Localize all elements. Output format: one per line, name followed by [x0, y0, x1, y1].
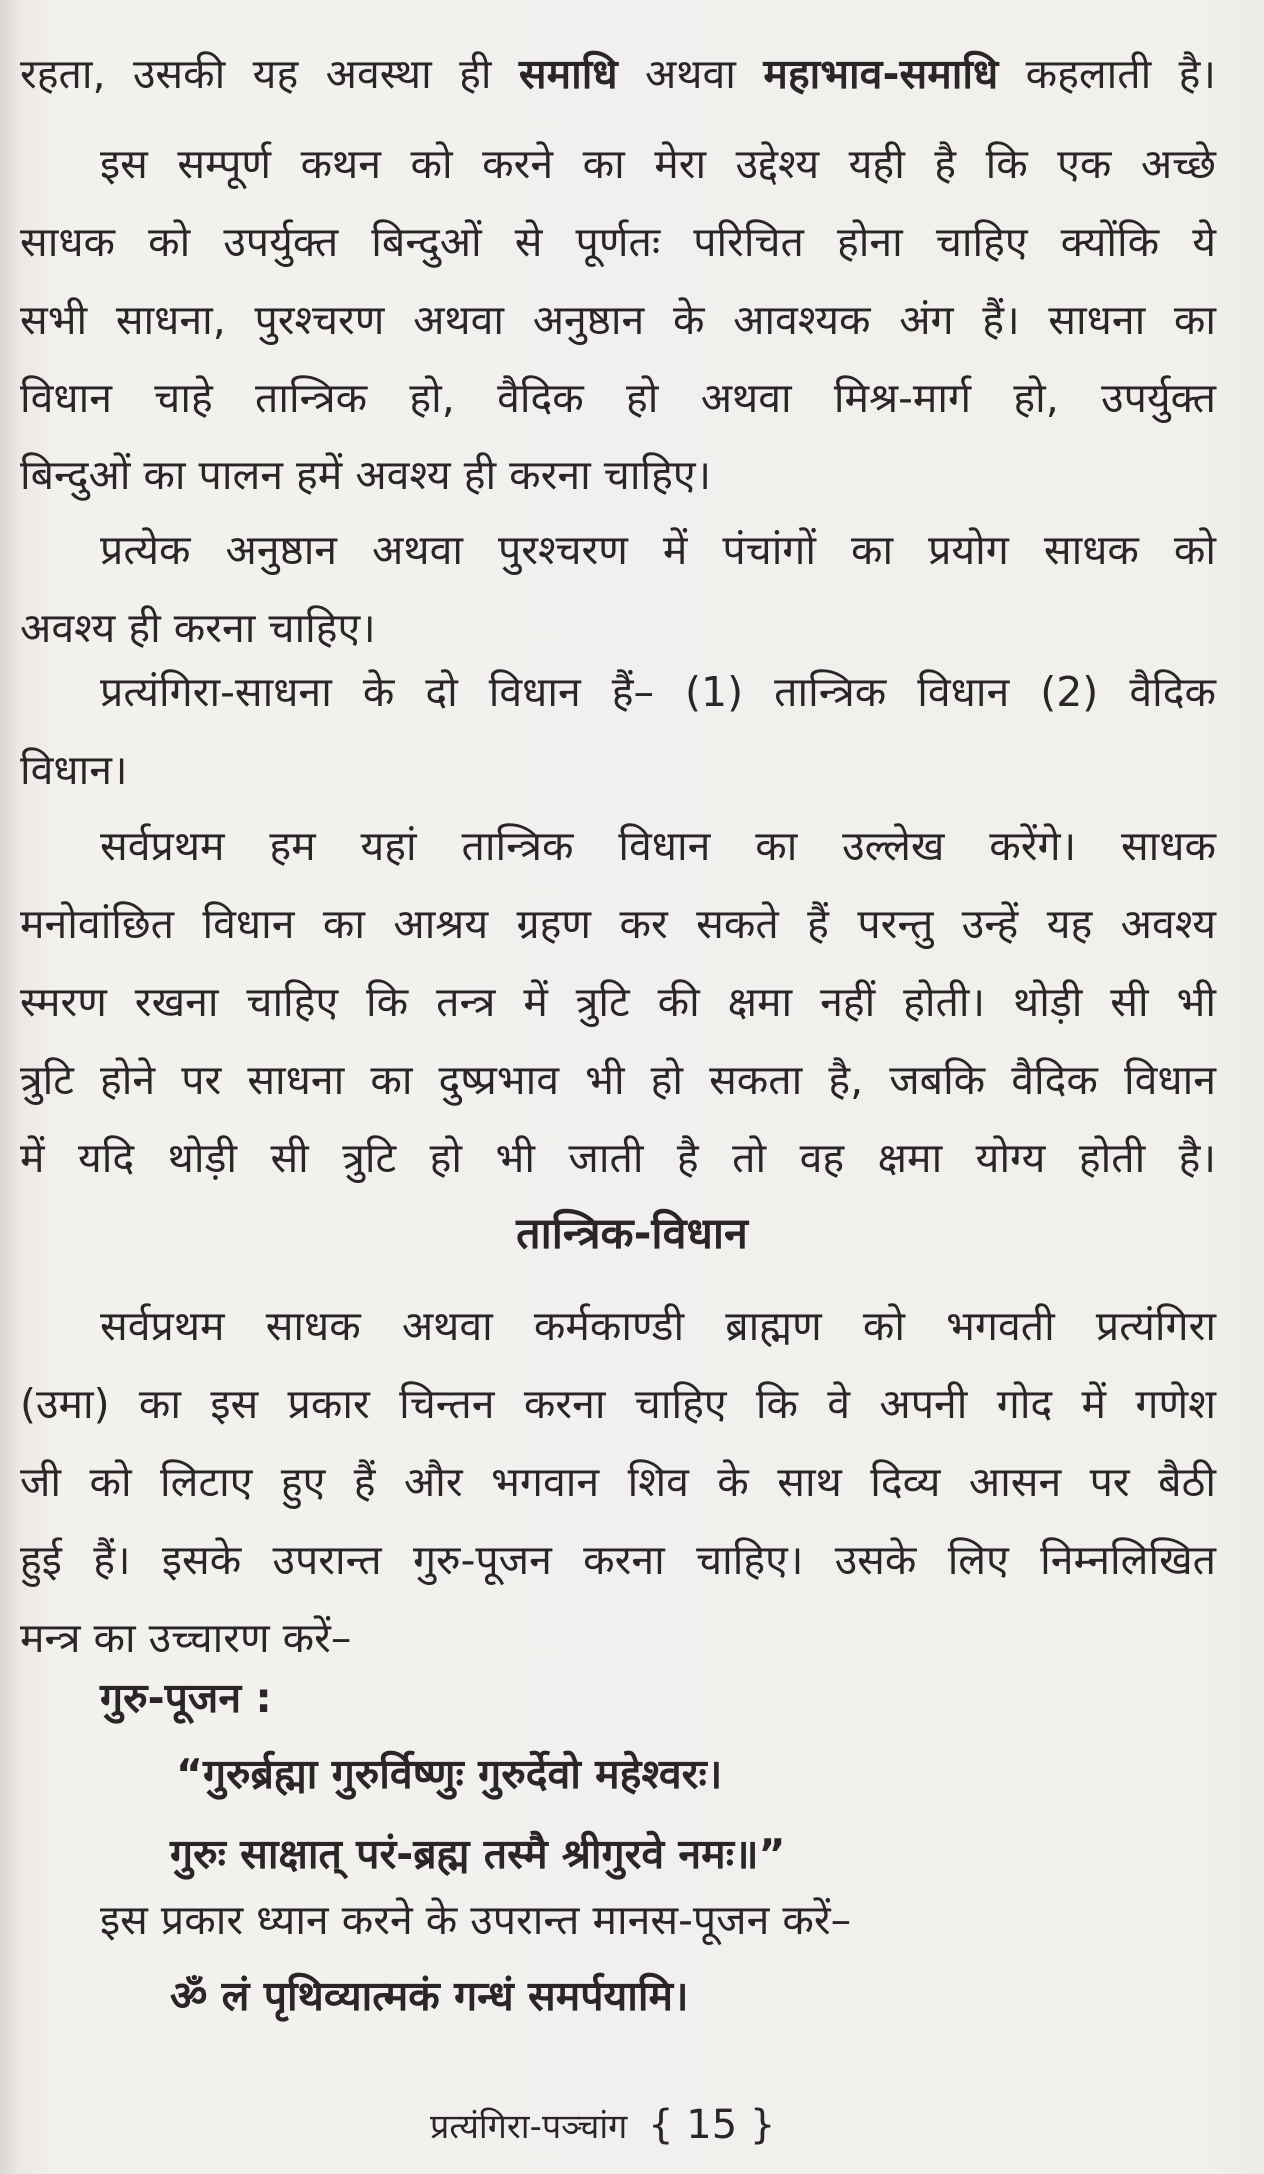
paragraph-line: त्रुटि होने पर साधना का दुष्प्रभाव भी हो सकता है, जबकि वैदिक विधान	[20, 1056, 1216, 1104]
bold-term-samadhi: समाधि	[518, 50, 618, 98]
paragraph-line: बिन्दुओं का पालन हमें अवश्य ही करना चाहिए।	[20, 451, 712, 499]
section-heading: तान्त्रिक-विधान	[516, 1209, 748, 1259]
paragraph-line: (उमा) का इस प्रकार चिन्तन करना चाहिए कि वे अपनी गोद में गणेश	[20, 1380, 1216, 1428]
paragraph-line: मनोवांछित विधान का आश्रय ग्रहण कर सकते हैं परन्तु उन्हें यह अवश्य	[20, 900, 1216, 948]
paragraph-line: मन्त्र का उच्चारण करें–	[20, 1614, 352, 1662]
paragraph-line: हुई हैं। इसके उपरान्त गुरु-पूजन करना चाहिए। उसके लिए निम्नलिखित	[20, 1536, 1216, 1584]
paragraph-line: सभी साधना, पुरश्चरण अथवा अनुष्ठान के आवश्यक अंग हैं। साधना का	[20, 296, 1216, 344]
paragraph-line: विधान।	[20, 746, 128, 794]
guru-pujan-label: गुरु-पूजन :	[100, 1674, 272, 1722]
paragraph-line: जी को लिटाए हुए हैं और भगवान शिव के साथ दिव्य आसन पर बैठी	[20, 1458, 1216, 1506]
bold-term-mahabhava-samadhi: महाभाव-समाधि	[763, 50, 999, 98]
mantra-line: गुरुः साक्षात् परं-ब्रह्म तस्मै श्रीगुरवे नमः॥”	[170, 1830, 786, 1878]
text-run: रहता, उसकी यह अवस्था ही	[20, 50, 519, 98]
paragraph-line: विधान चाहे तान्त्रिक हो, वैदिक हो अथवा मिश्र-मार्ग हो, उपर्युक्त	[20, 374, 1216, 422]
paragraph-line: अवश्य ही करना चाहिए।	[20, 604, 376, 652]
paragraph-line: साधक को उपर्युक्त बिन्दुओं से पूर्णतः परिचित होना चाहिए क्योंकि ये	[20, 218, 1216, 266]
paragraph-line: सर्वप्रथम हम यहां तान्त्रिक विधान का उल्लेख करेंगे। साधक	[100, 822, 1216, 870]
mantra-line: “गुरुर्ब्रह्मा गुरुर्विष्णुः गुरुर्देवो महेश्वरः।	[176, 1750, 723, 1798]
paragraph-line: इस प्रकार ध्यान करने के उपरान्त मानस-पूजन करें–	[100, 1896, 852, 1944]
text-run: अथवा	[617, 50, 764, 98]
paragraph-line: प्रत्यंगिरा-साधना के दो विधान हैं– (1) तान्त्रिक विधान (2) वैदिक	[100, 668, 1216, 716]
paragraph-line: स्मरण रखना चाहिए कि तन्त्र में त्रुटि की क्षमा नहीं होती। थोड़ी सी भी	[20, 978, 1216, 1026]
page-number: { 15 }	[648, 2102, 776, 2148]
text-run: कहलाती है।	[998, 50, 1216, 98]
paragraph-line	[20, 46, 1216, 102]
page-footer	[430, 2100, 775, 2152]
paragraph-line: इस सम्पूर्ण कथन को करने का मेरा उद्देश्य यही है कि एक अच्छे	[100, 140, 1216, 188]
paragraph-line: सर्वप्रथम साधक अथवा कर्मकाण्डी ब्राह्मण को भगवती प्रत्यंगिरा	[100, 1302, 1216, 1350]
footer-title: प्रत्यंगिरा-पञ्चांग	[430, 2107, 628, 2147]
mantra-line: ॐ लं पृथिव्यात्मकं गन्धं समर्पयामि।	[170, 1972, 689, 2020]
paragraph-line: में यदि थोड़ी सी त्रुटि हो भी जाती है तो वह क्षमा योग्य होती है।	[20, 1134, 1216, 1182]
paragraph-line: प्रत्येक अनुष्ठान अथवा पुरश्चरण में पंचांगों का प्रयोग साधक को	[100, 526, 1216, 574]
